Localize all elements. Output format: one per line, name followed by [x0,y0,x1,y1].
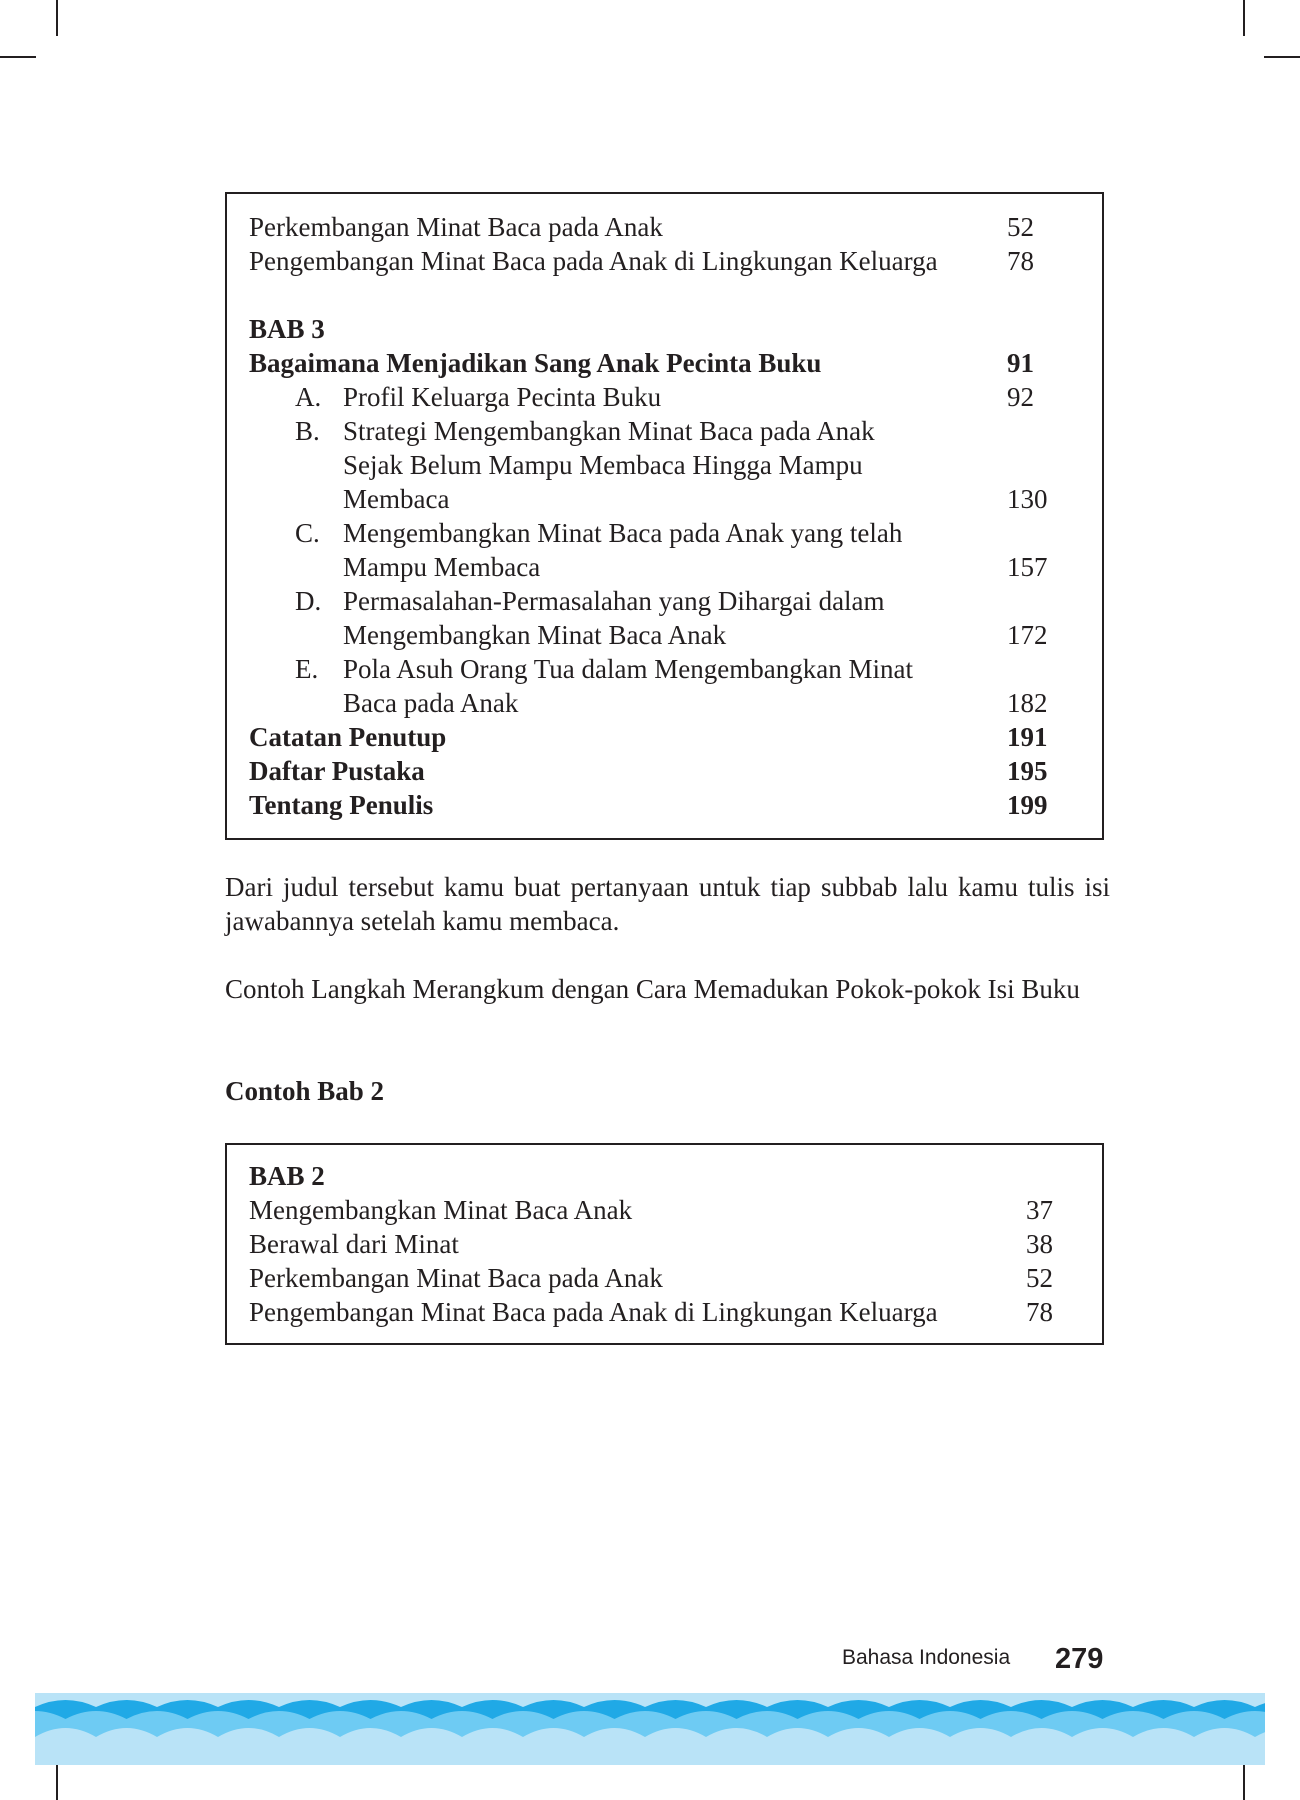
toc-entry [249,1295,1082,1329]
toc-closing-title: Tentang Penulis [249,790,434,820]
section-title-line: Mengembangkan Minat Baca pada Anak yang telah [343,518,903,548]
section-letter: A. [295,382,322,412]
example-intro-paragraph: Contoh Langkah Merangkum dengan Cara Memadukan Pokok-pokok Isi Buku [225,974,1080,1004]
toc-entry-page: 52 [1026,1263,1053,1293]
toc-entry-page: 78 [1026,1297,1053,1327]
section-page: 157 [1007,552,1048,582]
toc-entry [249,210,1082,244]
crop-mark-top-left-vertical [56,0,58,36]
toc-closing-title: Catatan Penutup [249,722,447,752]
toc-entry-title: Berawal dari Minat [249,1229,459,1259]
footer-page-number: 279 [1055,1643,1104,1675]
toc-section-a [249,380,1082,414]
section-title-line: Permasalahan-Permasalahan yang Dihargai dalam [343,586,885,616]
toc-closing-page: 199 [1007,790,1048,820]
section-title-line: Baca pada Anak [343,688,519,718]
toc-entry-page: 52 [1007,212,1034,242]
crop-mark-bottom-left-vertical [56,1764,58,1800]
section-page: 172 [1007,620,1048,650]
toc-closing-title: Daftar Pustaka [249,756,425,786]
section-title-line: Pola Asuh Orang Tua dalam Mengembangkan Minat [343,654,913,684]
toc-section-c [249,516,1082,550]
table-of-contents-box [225,192,1104,840]
crop-mark-top-right-horizontal [1264,56,1300,58]
section-letter: D. [295,586,322,616]
chapter-label-text: BAB 3 [249,314,325,344]
toc-entry-title: Pengembangan Minat Baca pada Anak di Lingkungan Keluarga [249,246,938,276]
toc-section-e [249,652,1082,686]
toc-entry [249,1261,1082,1295]
toc-section-e-cont [249,686,1082,720]
chapter-page: 91 [1007,348,1034,378]
toc-closing-page: 195 [1007,756,1048,786]
toc-section-b-cont [249,482,1082,516]
toc-entry-page: 37 [1026,1195,1053,1225]
section-letter: B. [295,416,320,446]
footer-book-title: Bahasa Indonesia [842,1646,1011,1669]
toc-entry-title: Pengembangan Minat Baca pada Anak di Lingkungan Keluarga [249,1297,938,1327]
toc-closing-page: 191 [1007,722,1048,752]
section-title-line: Mampu Membaca [343,552,541,582]
toc-entry-title: Mengembangkan Minat Baca Anak [249,1195,633,1225]
example-heading: Contoh Bab 2 [225,1076,385,1106]
crop-mark-top-right-vertical [1243,0,1245,36]
toc-entry [249,1227,1082,1261]
chapter-title: Bagaimana Menjadikan Sang Anak Pecinta Buku [249,348,822,378]
toc-entry-title: Perkembangan Minat Baca pada Anak [249,1263,663,1293]
toc-entry [249,244,1082,278]
toc-entry-title: Perkembangan Minat Baca pada Anak [249,212,663,242]
section-title-line: Strategi Mengembangkan Minat Baca pada Anak [343,416,875,446]
crop-mark-top-left-horizontal [0,56,36,58]
instruction-paragraph: Dari judul tersebut kamu buat pertanyaan untuk tiap subbab lalu kamu tulis isi jawabannya setelah kamu membaca. [225,872,1110,936]
toc-entry [249,1193,1082,1227]
toc-section-d-cont [249,618,1082,652]
section-page: 182 [1007,688,1048,718]
section-title-line: Mengembangkan Minat Baca Anak [343,620,727,650]
decorative-wave-band [35,1693,1265,1765]
toc-section-d [249,584,1082,618]
chapter-title-row [249,346,1082,380]
section-page: 92 [1007,382,1034,412]
section-title-line: Membaca [343,484,450,514]
toc-section-b-cont [249,448,1082,482]
section-page: 130 [1007,484,1048,514]
chapter-label [249,1159,1082,1193]
crop-mark-bottom-right-vertical [1243,1764,1245,1800]
toc-entry-page: 78 [1007,246,1034,276]
section-letter: E. [295,654,319,684]
toc-entry-page: 38 [1026,1229,1053,1259]
example-chapter-box [225,1143,1104,1345]
chapter-label [249,312,1082,346]
toc-closing-entry [249,788,1082,822]
section-title-line: Sejak Belum Mampu Membaca Hingga Mampu [343,450,863,480]
chapter-label-text: BAB 2 [249,1161,325,1191]
toc-closing-entry [249,720,1082,754]
toc-section-c-cont [249,550,1082,584]
toc-section-b [249,414,1082,448]
section-title-line: Profil Keluarga Pecinta Buku [343,382,662,412]
toc-closing-entry [249,754,1082,788]
section-letter: C. [295,518,320,548]
